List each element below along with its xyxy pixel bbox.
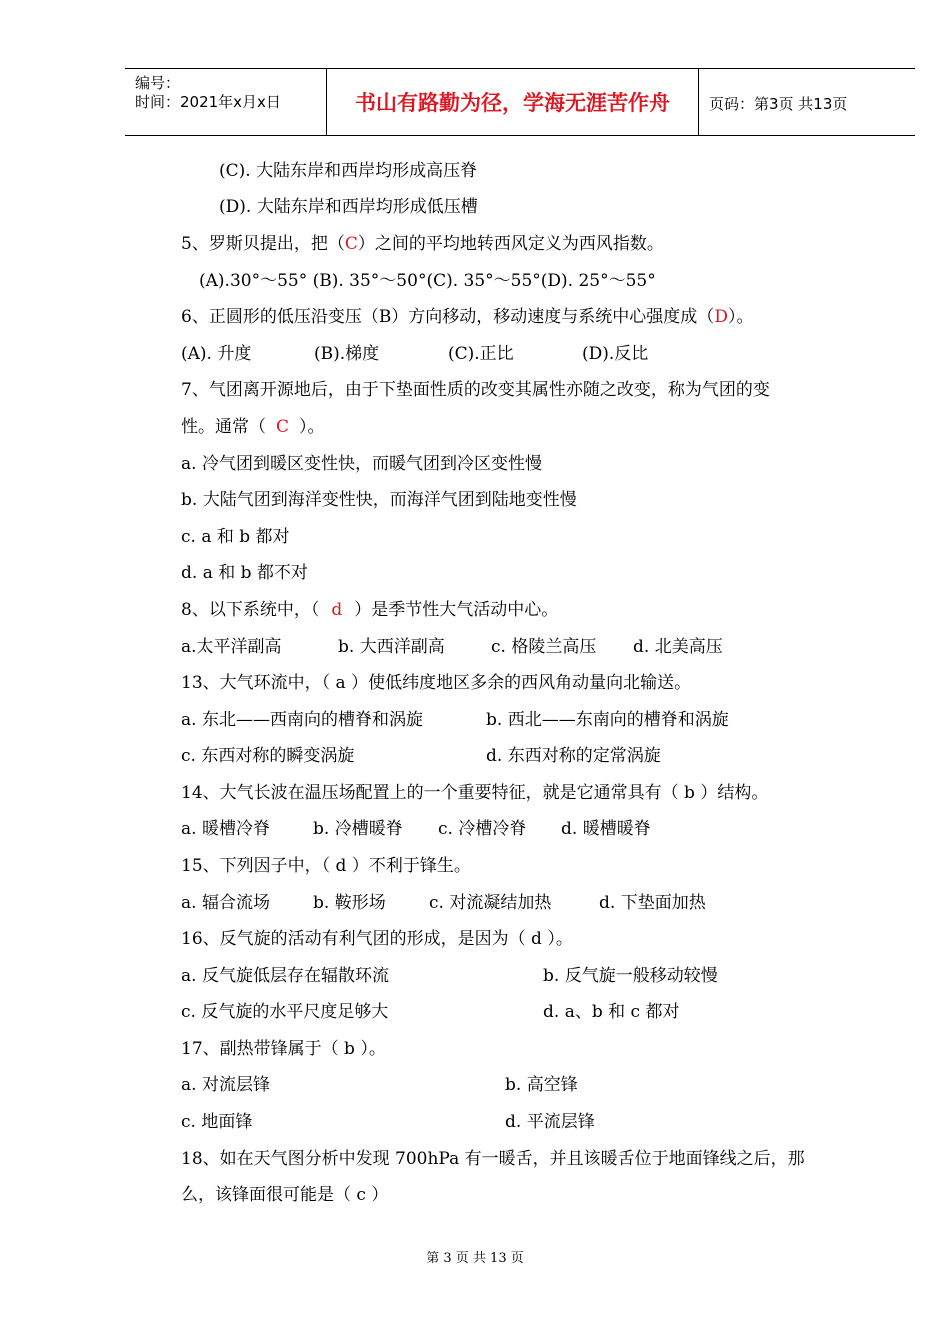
question-14-option-b: b. 冷槽暖脊: [313, 819, 403, 839]
question-7-line-1: 7、气团离开源地后，由于下垫面性质的改变其属性亦随之改变，称为气团的变: [181, 380, 770, 400]
question-13: 13、大气环流中，（ a ）使低纬度地区多余的西风角动量向北输送。: [181, 673, 692, 693]
question-18-line-1: 18、如在天气图分析中发现 700hPa 有一暖舌，并且该暖舌位于地面锋线之后，那: [181, 1149, 805, 1169]
question-13-option-a: a. 东北——西南向的槽脊和涡旋: [181, 710, 423, 730]
question-7-line-2: [181, 416, 325, 438]
question-6: [181, 306, 753, 328]
question-17-option-c: c. 地面锋: [181, 1112, 253, 1132]
question-7-answer: C: [276, 417, 290, 437]
question-18-line-2: 么，该锋面很可能是（ c ）: [181, 1185, 389, 1205]
question-5-text-a: 5、罗斯贝提出，把（: [181, 234, 345, 254]
question-5-options: (A).30°～55° (B). 35°～50°(C). 35°～55°(D). 25°～55°: [199, 271, 656, 291]
question-14-option-a: a. 暖槽冷脊: [181, 819, 270, 839]
question-7-option-a: a. 冷气团到暖区变性快，而暖气团到冷区变性慢: [181, 454, 542, 474]
question-14: 14、大气长波在温压场配置上的一个重要特征，就是它通常具有（ b ）结构。: [181, 783, 769, 803]
question-15-option-b: b. 鞍形场: [313, 893, 386, 913]
question-15-option-a: a. 辐合流场: [181, 893, 270, 913]
question-6-text-a: 6、正圆形的低压沿变压（B）方向移动，移动速度与系统中心强度成（: [181, 307, 715, 327]
question-16-option-a: a. 反气旋低层存在辐散环流: [181, 966, 389, 986]
question-8-option-c: c. 格陵兰高压: [491, 637, 597, 657]
question-14-option-d: d. 暖槽暖脊: [561, 819, 651, 839]
question-17-option-d: d. 平流层锋: [505, 1112, 595, 1132]
question-5-answer: C: [344, 234, 358, 254]
header-meta-cell: [125, 69, 327, 135]
motto: 书山有路勤为径，学海无涯苦作舟: [327, 69, 699, 135]
option-c-line: (C). 大陆东岸和西岸均形成高压脊: [219, 161, 478, 181]
question-15-option-c: c. 对流凝结加热: [429, 893, 552, 913]
question-8-text-a: 8、以下系统中，（: [181, 600, 320, 620]
question-6-option-d: (D).反比: [582, 344, 649, 364]
question-16-option-d: d. a、b 和 c 都对: [543, 1002, 680, 1022]
question-13-option-d: d. 东西对称的定常涡旋: [486, 746, 661, 766]
question-8-option-a: a.太平洋副高: [181, 637, 282, 657]
question-7-text-a: 性。通常（: [181, 417, 266, 437]
question-8-option-d: d. 北美高压: [633, 637, 723, 657]
question-6-answer: D: [714, 307, 728, 327]
question-5-text-b: ）之间的平均地转西风定义为西风指数。: [357, 234, 664, 254]
question-17: 17、副热带锋属于（ b ）。: [181, 1039, 386, 1059]
header-table: [125, 68, 915, 136]
question-15: 15、下列因子中，（ d ）不利于锋生。: [181, 856, 471, 876]
question-6-option-a: (A). 升度: [181, 344, 252, 364]
question-16: 16、反气旋的活动有利气团的形成，是因为（ d ）。: [181, 929, 573, 949]
question-7-option-d: d. a 和 b 都不对: [181, 563, 308, 583]
question-8: [181, 599, 558, 621]
question-16-option-c: c. 反气旋的水平尺度足够大: [181, 1002, 389, 1022]
question-17-option-b: b. 高空锋: [505, 1075, 578, 1095]
question-6-option-c: (C).正比: [448, 344, 514, 364]
question-6-option-b: (B).梯度: [314, 344, 380, 364]
question-17-option-a: a. 对流层锋: [181, 1075, 270, 1095]
option-d-line: (D). 大陆东岸和西岸均形成低压槽: [219, 197, 478, 217]
page-info: 页码：第3页 共13页: [709, 95, 848, 113]
question-7-text-b: ）。: [299, 417, 325, 437]
question-8-option-b: b. 大西洋副高: [338, 637, 445, 657]
question-13-option-c: c. 东西对称的瞬变涡旋: [181, 746, 355, 766]
page-footer: 第 3 页 共 13 页: [426, 1251, 524, 1266]
question-8-text-b: ）是季节性大气活动中心。: [354, 600, 559, 620]
time-label: 时间：2021年x月x日: [135, 93, 281, 111]
question-5: [181, 233, 664, 255]
question-7-option-c: c. a 和 b 都对: [181, 527, 290, 547]
question-14-option-c: c. 冷槽冷脊: [438, 819, 527, 839]
number-label: 编号：: [135, 74, 181, 92]
question-7-option-b: b. 大陆气团到海洋变性快，而海洋气团到陆地变性慢: [181, 490, 577, 510]
question-15-option-d: d. 下垫面加热: [599, 893, 706, 913]
question-16-option-b: b. 反气旋一般移动较慢: [543, 966, 718, 986]
question-6-text-b: ）。: [727, 307, 754, 327]
question-8-answer: d: [331, 600, 343, 620]
question-13-option-b: b. 西北——东南向的槽脊和涡旋: [486, 710, 729, 730]
